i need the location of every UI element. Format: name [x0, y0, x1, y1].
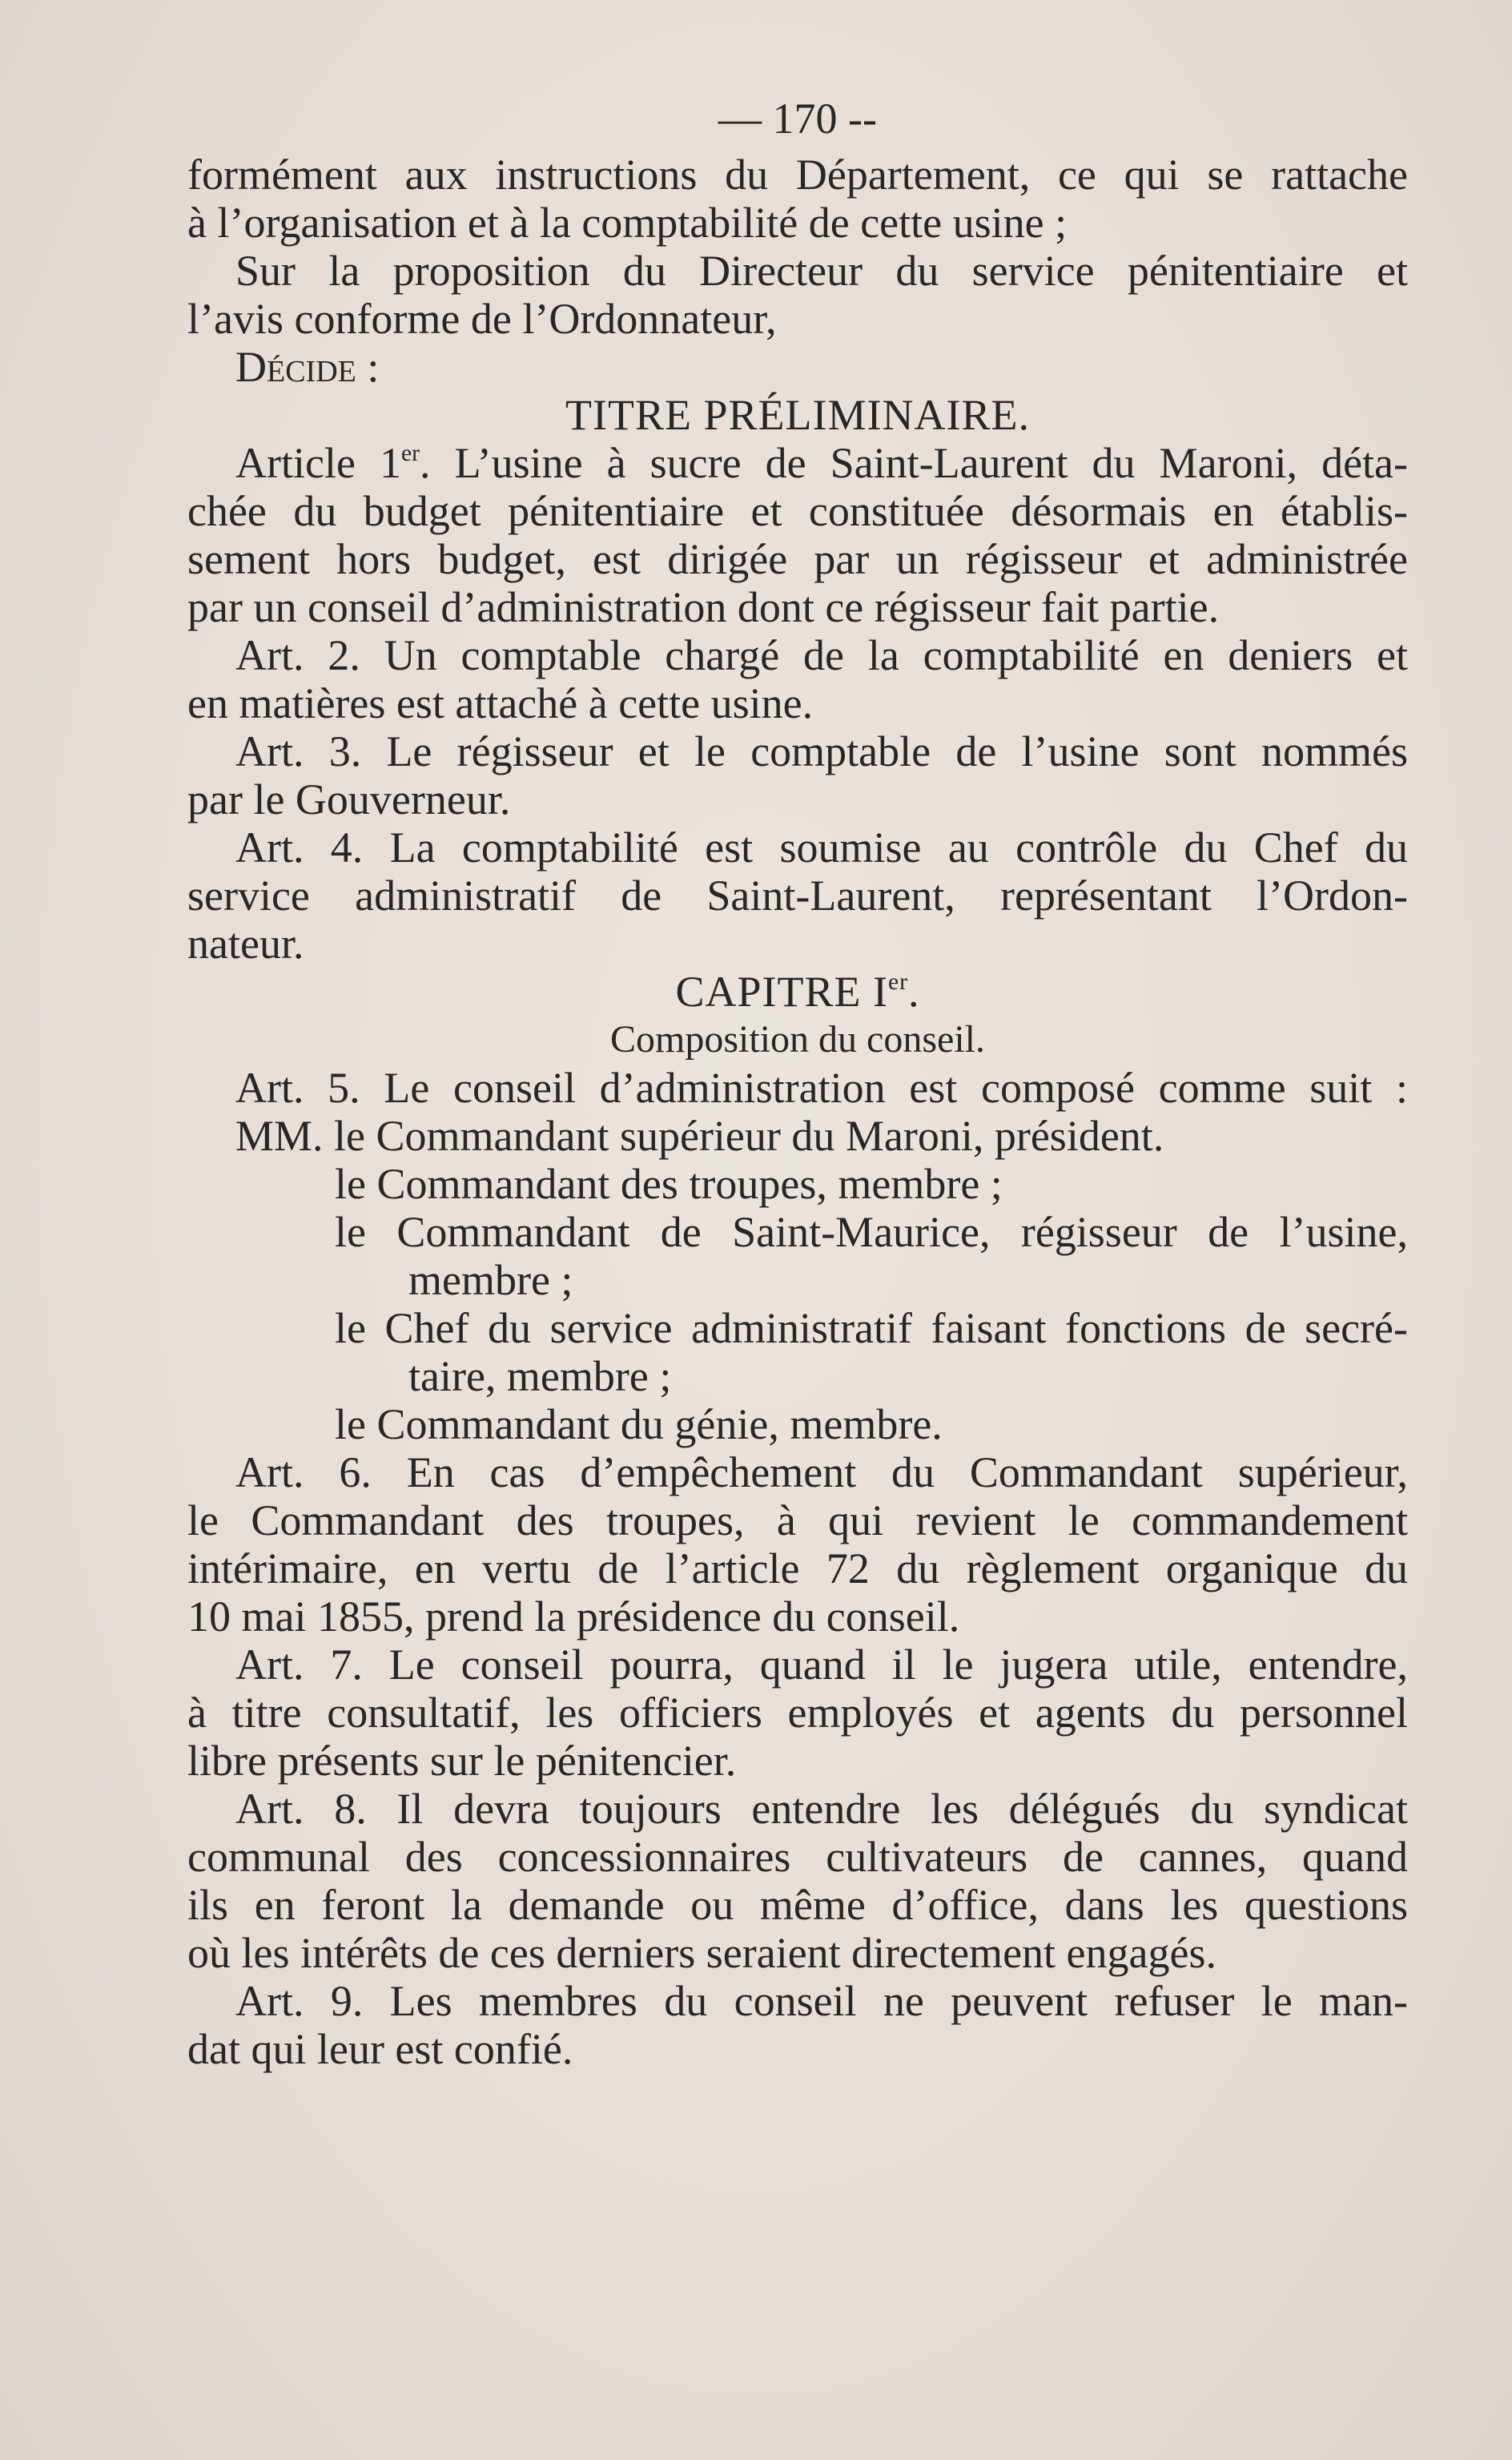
decision-label: Décide : — [235, 343, 380, 391]
page-number: — 170 -- — [718, 95, 877, 143]
text-line: 10 mai 1855, prend la présidence du conseil. — [187, 1592, 960, 1641]
text-line: à l’organisation et à la comptabilité de cette usine ; — [187, 199, 1068, 247]
text-line: Art. 3. Le régisseur et le comptable de l’usine sont nommés — [235, 727, 1408, 775]
article-1-label: Article 1 — [235, 439, 401, 487]
text-line: Art. 6. En cas d’empêchement du Commandant supérieur, — [235, 1448, 1408, 1496]
text-line: Art. 5. Le conseil d’administration est composé comme suit : — [235, 1064, 1408, 1112]
text-line: sement hors budget, est dirigée par un régisseur et administrée — [187, 535, 1408, 583]
chapter-superscript: er — [887, 969, 909, 996]
text-line: ils en feront la demande ou même d’office, dans les questions — [187, 1881, 1408, 1929]
text-line: Art. 4. La comptabilité est soumise au contrôle du Chef du — [235, 823, 1408, 872]
list-item: le Chef du service administratif faisant fonctions de secré- — [335, 1304, 1408, 1352]
text-line: l’avis conforme de l’Ordonnateur, — [187, 295, 777, 343]
text-line: Art. 8. Il devra toujours entendre les délégués du syndicat — [235, 1785, 1408, 1833]
article-1-line — [187, 439, 1408, 487]
text-line: en matières est attaché à cette usine. — [187, 679, 814, 727]
text-line: par un conseil d’administration dont ce régisseur fait partie. — [187, 583, 1220, 631]
text-line: Sur la proposition du Directeur du service pénitentiaire et — [235, 247, 1408, 295]
chapter-label: CAPITRE I — [675, 968, 888, 1016]
text-line: formément aux instructions du Département, ce qui se rattache — [187, 151, 1408, 199]
text-line: Art. 2. Un comptable chargé de la comptabilité en deniers et — [235, 631, 1408, 679]
section-title: TITRE PRÉLIMINAIRE. — [565, 391, 1030, 439]
text-line: Art. 9. Les membres du conseil ne peuvent refuser le man- — [235, 1977, 1408, 2025]
article-1-text: . L’usine à sucre de Saint-Laurent du Maroni, déta- — [420, 439, 1408, 487]
chapter-period: . — [908, 968, 920, 1016]
text-line: MM. le Commandant supérieur du Maroni, président. — [235, 1112, 1164, 1160]
list-item: le Commandant de Saint-Maurice, régisseur de l’usine, — [335, 1208, 1408, 1256]
text-line: chée du budget pénitentiaire et constituée désormais en établis- — [187, 487, 1408, 535]
text-line: intérimaire, en vertu de l’article 72 du règlement organique du — [187, 1544, 1408, 1592]
chapter-subtitle: Composition du conseil. — [610, 1018, 985, 1061]
article-1-superscript: er — [400, 441, 420, 467]
page-body — [187, 95, 1408, 2073]
text-line: par le Gouverneur. — [187, 775, 511, 823]
text-line: nateur. — [187, 920, 304, 968]
list-item: membre ; — [408, 1256, 573, 1304]
list-item: le Commandant des troupes, membre ; — [335, 1160, 1003, 1208]
text-line: à titre consultatif, les officiers employés et agents du personnel — [187, 1689, 1408, 1737]
text-line: communal des concessionnaires cultivateurs de cannes, quand — [187, 1833, 1408, 1881]
text-line: Art. 7. Le conseil pourra, quand il le jugera utile, entendre, — [235, 1641, 1408, 1689]
text-line: où les intérêts de ces derniers seraient directement engagés. — [187, 1929, 1216, 1977]
list-item: taire, membre ; — [408, 1352, 672, 1400]
list-item: le Commandant du génie, membre. — [335, 1400, 943, 1448]
text-line: dat qui leur est confié. — [187, 2025, 573, 2073]
text-line: le Commandant des troupes, à qui revient le commandement — [187, 1496, 1408, 1544]
text-line: service administratif de Saint-Laurent, représentant l’Ordon- — [187, 872, 1408, 920]
chapter-title — [187, 968, 1408, 1016]
text-line: libre présents sur le pénitencier. — [187, 1737, 737, 1785]
